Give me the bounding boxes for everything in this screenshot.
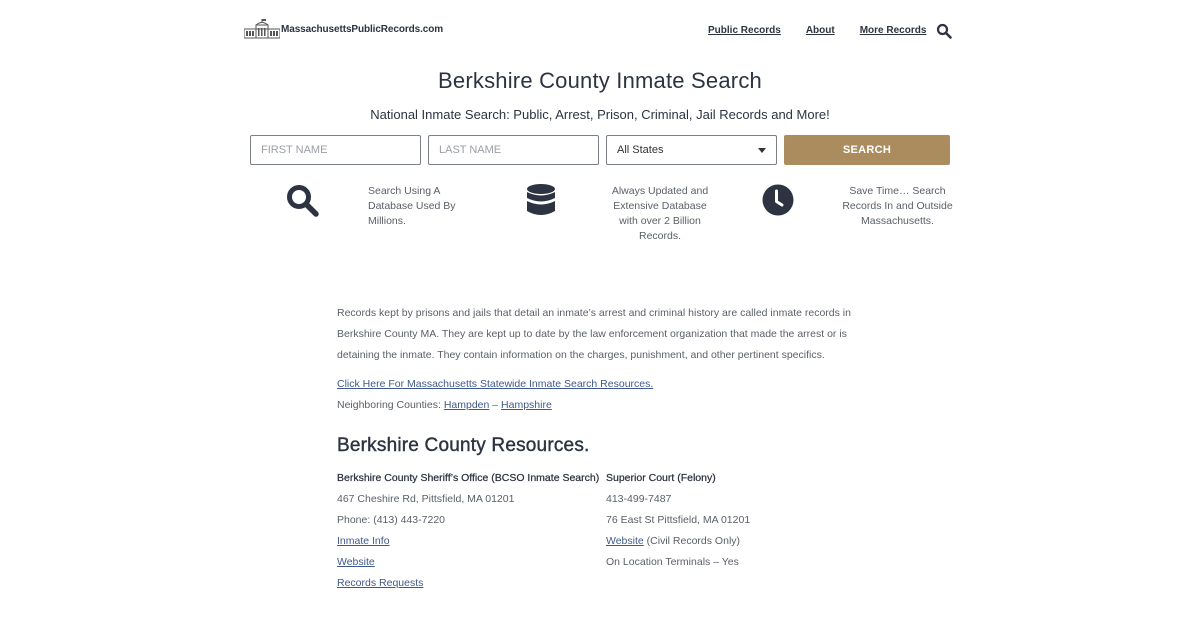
clock-icon — [762, 184, 794, 216]
inmate-search-form — [250, 135, 950, 165]
feature-text: Always Updated and Extensive Database with over 2 Billion Records. — [611, 185, 709, 242]
separator: – — [492, 399, 499, 411]
court-website-link[interactable]: Website — [606, 535, 644, 547]
feature-text: Save Time… Search Records In and Outside Massachusetts. — [842, 185, 953, 227]
resource-address: 76 East St Pittsfield, MA 01201 — [606, 514, 751, 526]
statehouse-icon — [244, 19, 280, 39]
website-note: (Civil Records Only) — [646, 535, 741, 547]
nav-public-records[interactable]: Public Records — [708, 25, 781, 36]
nav-about[interactable]: About — [805, 25, 835, 36]
last-name-input[interactable] — [428, 135, 599, 165]
terminals-info: On Location Terminals – Yes — [606, 556, 739, 568]
resource-phone: Phone: (413) 443-7220 — [337, 514, 445, 526]
sheriff-office-resource — [337, 471, 599, 597]
neighboring-counties — [337, 399, 552, 411]
state-select-value: All States — [617, 144, 664, 156]
nav-more-records[interactable]: More Records — [859, 25, 927, 36]
search-icon[interactable] — [936, 23, 952, 39]
resource-name: Superior Court (Felony) — [606, 472, 716, 484]
state-select[interactable] — [606, 135, 777, 165]
page-subtitle: National Inmate Search: Public, Arrest, Prison, Criminal, Jail Records and More! — [370, 107, 830, 122]
first-name-input[interactable] — [250, 135, 421, 165]
search-icon — [286, 184, 320, 218]
logo-text: MassachusettsPublicRecords.com — [281, 23, 444, 35]
main-nav — [708, 25, 926, 36]
statewide-resources-link[interactable]: Click Here For Massachusetts Statewide Inmate Search Resources. — [337, 378, 654, 390]
intro-paragraph: Records kept by prisons and jails that detail an inmate’s arrest and criminal history are called inmate records in Berkshire County MA. They are kept up to date by the law enforcement organization that made the arrest or is detaining the inmate. They contain information on the charges, punishment, and other pertinent specifics. — [337, 307, 851, 361]
county-link-hampshire[interactable]: Hampshire — [501, 399, 552, 411]
resource-phone: 413-499-7487 — [606, 493, 672, 505]
site-header — [0, 0, 1200, 62]
superior-court-resource — [606, 471, 750, 576]
neighbors-label: Neighboring Counties: — [337, 399, 441, 411]
page-title: Berkshire County Inmate Search — [438, 68, 762, 93]
features-row — [250, 183, 953, 253]
sheriff-website-link[interactable]: Website — [337, 556, 375, 568]
inmate-info-link[interactable]: Inmate Info — [337, 535, 390, 547]
county-link-hampden[interactable]: Hampden — [443, 399, 490, 411]
database-icon — [526, 184, 556, 216]
search-button[interactable]: SEARCH — [784, 135, 950, 165]
feature-text: Search Using A Database Used By Millions. — [368, 185, 456, 227]
records-requests-link[interactable]: Records Requests — [337, 577, 424, 589]
resource-name: Berkshire County Sheriff’s Office (BCSO Inmate Search) — [337, 472, 600, 484]
site-logo[interactable] — [244, 19, 443, 39]
resources-heading: Berkshire County Resources. — [337, 435, 590, 456]
resource-address: 467 Cheshire Rd, Pittsfield, MA 01201 — [337, 493, 515, 505]
caret-down-icon — [758, 148, 766, 153]
